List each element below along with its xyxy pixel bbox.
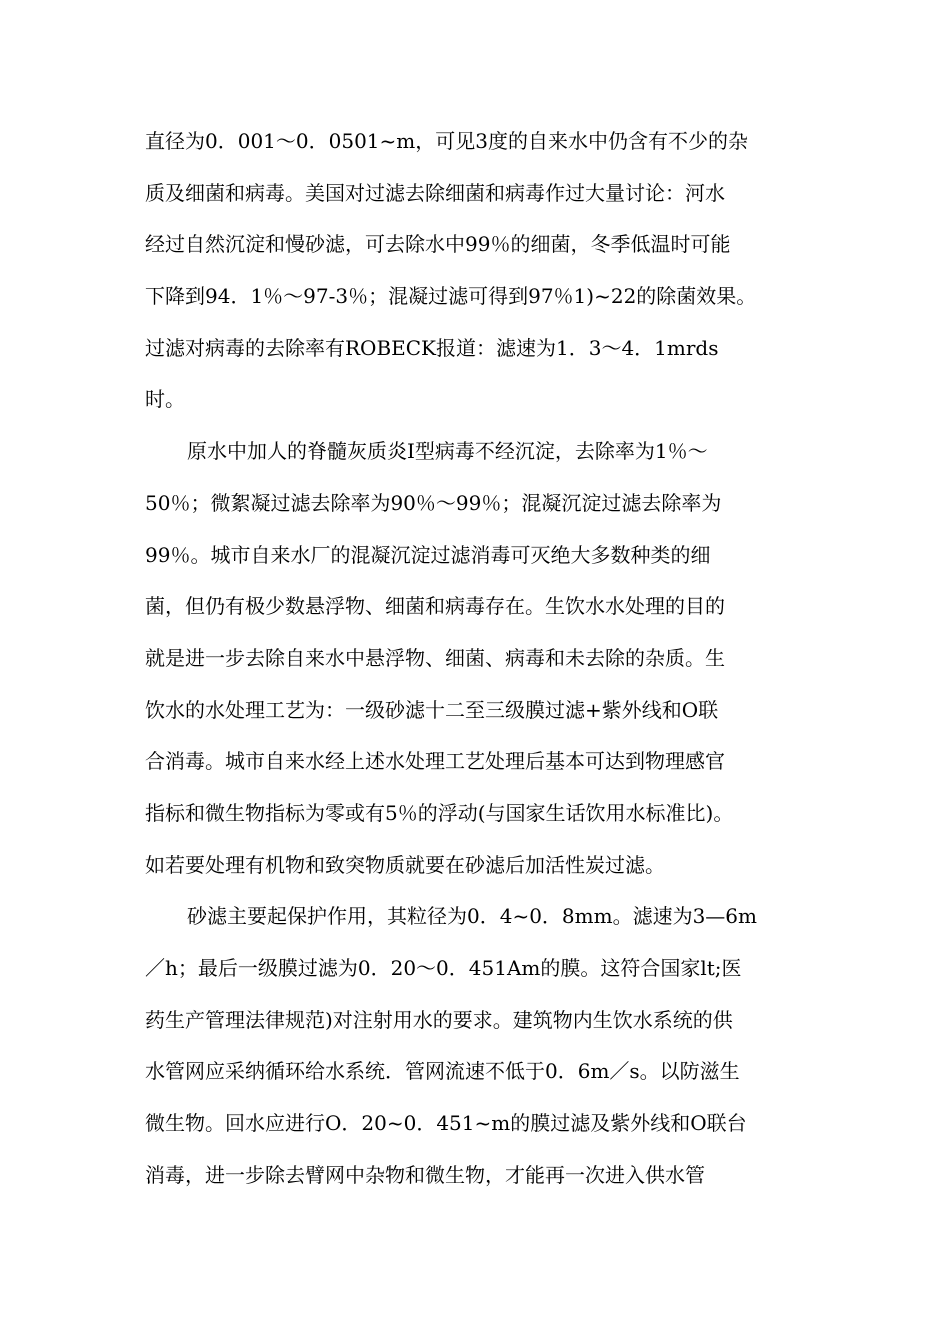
text-line: 菌，但仍有极少数悬浮物、细菌和病毒存在。生饮水水处理的目的 bbox=[145, 594, 725, 619]
text-line: 99％。城市自来水厂的混凝沉淀过滤消毒可灭绝大多数种类的细 bbox=[145, 542, 711, 567]
text-line: 消毒，进一步除去臂网中杂物和微生物，才能再一次进入供水管 bbox=[145, 1162, 705, 1187]
document-body bbox=[145, 116, 805, 1201]
text-line: 过滤对病毒的去除率有ROBECK报道：滤速为1．3～4．1mrds bbox=[145, 335, 719, 360]
text-line: 50％；微絮凝过滤去除率为90％～99％；混凝沉淀过滤去除率为 bbox=[145, 490, 722, 515]
text-line: ／h；最后一级膜过滤为0．20～0．451Am的膜。这符合国家lt;医 bbox=[145, 956, 742, 980]
text-line: 微生物。回水应进行O．20~0．451~m的膜过滤及紫外线和O联台 bbox=[145, 1111, 747, 1136]
text-line: 如若要处理有机物和致突物质就要在砂滤后加活性炭过滤。 bbox=[145, 852, 665, 877]
text-line: 指标和微生物指标为零或有5％的浮动(与国家生话饮用水标准比)。 bbox=[145, 800, 734, 825]
text-line: 质及细菌和病毒。美国对过滤去除细菌和病毒作过大量讨论：河水 bbox=[145, 180, 725, 205]
text-line: 水管网应采纳循环给水系统．管网流速不低于0．6m／s。以防滋生 bbox=[145, 1059, 740, 1084]
text-line: 就是进一步去除自来水中悬浮物、细菌、病毒和未去除的杂质。生 bbox=[145, 645, 725, 670]
text-line: 饮水的水处理工艺为：一级砂滤十二至三级膜过滤+紫外线和O联 bbox=[145, 697, 719, 722]
text-line: 合消毒。城市自来水经上述水处理工艺处理后基本可达到物理感官 bbox=[145, 749, 725, 774]
text-line: 直径为0．001～0．0501~m，可见3度的自来水中仍含有不少的杂 bbox=[145, 129, 748, 153]
paragraph-first-line: 砂滤主要起保护作用，其粒径为0．4~0．8mm。滤速为3—6m bbox=[187, 904, 757, 929]
text-line: 时。 bbox=[145, 387, 185, 412]
paragraph-first-line: 原水中加人的脊髓灰质炎I型病毒不经沉淀，去除率为1％～ bbox=[187, 439, 708, 464]
text-line: 经过自然沉淀和慢砂滤，可去除水中99％的细菌，冬季低温时可能 bbox=[145, 232, 731, 257]
text-line: 下降到94．1％～97-3％；混凝过滤可得到97％1)~22的除菌效果。 bbox=[145, 284, 757, 309]
text-line: 药生产管理法律规范)对注射用水的要求。建筑物内生饮水系统的供 bbox=[145, 1007, 733, 1032]
